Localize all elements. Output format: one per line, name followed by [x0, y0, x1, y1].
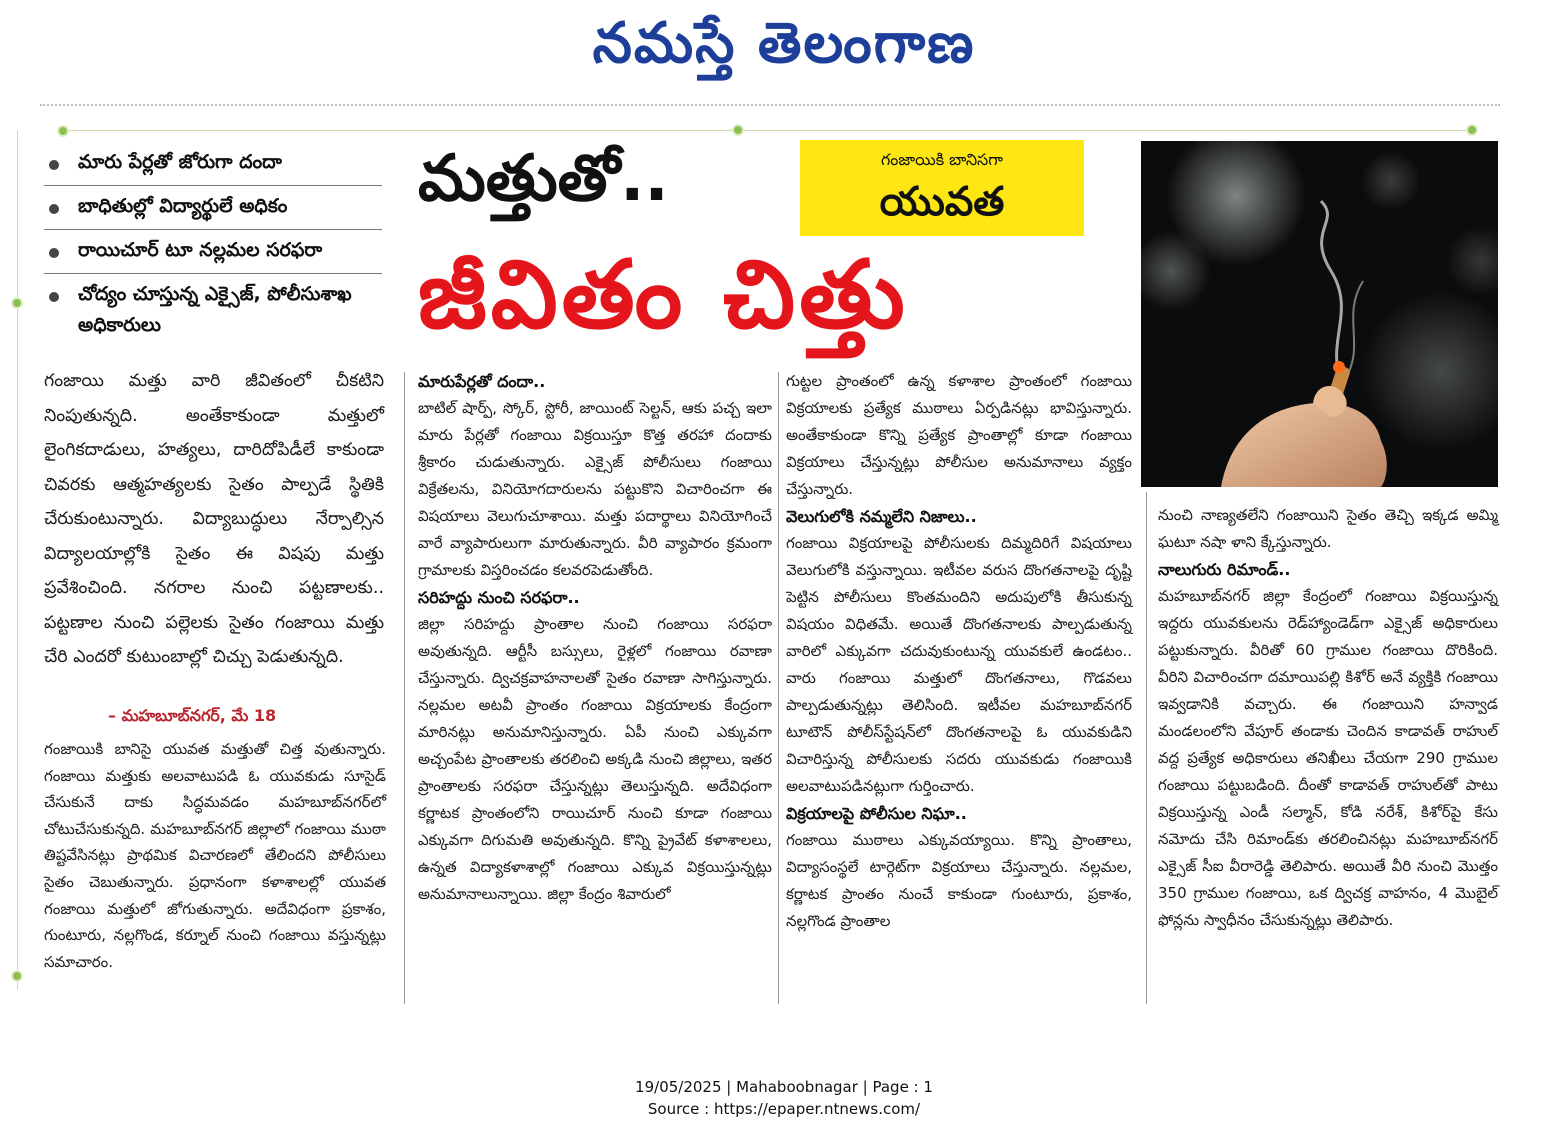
highlight-bullets [44, 142, 382, 348]
column-2 [418, 368, 772, 908]
subheading: సరిహద్దు నుంచి సరఫరా.. [418, 588, 580, 607]
main-headline: జీవితం చిత్తు [418, 241, 909, 350]
column-3 [786, 368, 1132, 935]
bullet-icon [49, 292, 59, 302]
column-rule [1146, 492, 1147, 1004]
edition-info: 19/05/2025 | Mahaboobnagar | Page : 1 [635, 1078, 933, 1096]
tag-box [800, 140, 1084, 236]
margin-dot-icon [11, 970, 23, 982]
bullet-icon [49, 160, 59, 170]
bullet-icon [49, 248, 59, 258]
column-1-body: గంజాయికి బానిసై యువత మత్తుతో చిత్త వుతున్నారు. గంజాయి మత్తుకు అలవాటుపడి ఓ యువకుడు సూసైడ్ చేసుకునే దాకు సిద్ధమవడం మహబూబ్‌నగర్‌లో చోటుచేసుకున్నది. మహబూబ్‌నగర్ జిల్లాలో గంజాయి ముఠా తిష్టవేసినట్లు ప్రాథమిక విచారణలో తేలిందని పోలీసులు సైతం చెబుతున్నారు. ప్రధానంగా కళాశాలల్లో యువత గంజాయి మత్తులో జోగుతున్నారు. అదేవిధంగా ప్రకాశం, గుంటూరు, నల్లగొండ, కర్నూల్ నుంచి గంజాయి వస్తున్నట్లు సమాచారం. [44, 740, 386, 971]
corner-dot-icon [57, 125, 69, 137]
article-photo [1141, 141, 1498, 487]
page-footer [0, 1076, 1568, 1120]
paragraph: బాటిల్ షార్ప్, స్కోర్, స్టోరీ, జాయింట్ సెల్టన్, ఆకు పచ్చ ఇలా మారు పేర్లతో గంజాయి విక్రయిస్తూ కొత్త తరహా దందాకు శ్రీకారం చుడుతున్నారు. ఎక్సైజ్ పోలీసులు గంజాయి విక్రేతలను, వినియోగదారులను పట్టుకొని విచారించగా ఈ విషయాలు వెలుగుచూశాయి. మత్తు పదార్థాలు వినియోగించే వారే వ్యాపారులుగా మారుతున్నారు. వీరి వ్యాపారం క్రమంగా గ్రామాలకు విస్తరించడం కలవరపెడుతోంది. [418, 399, 772, 579]
paragraph: గుట్టల ప్రాంతంలో ఉన్న కళాశాల ప్రాంతంలో గంజాయి విక్రయాలకు ప్రత్యేక ముఠాలు ఏర్పడినట్లు భావిస్తున్నారు. అంతేకాకుండా కొన్ని ప్రత్యేక ప్రాంతాల్లో కూడా గంజాయి విక్రయాలు చేస్తున్నట్లు పోలీసుల అనుమానాలు వ్యక్తం చేస్తున్నారు. [786, 372, 1132, 498]
tag-big-text: యువత [879, 179, 1005, 225]
bullet-item: బాధితుల్లో విద్యార్థులే అధికం [44, 186, 382, 230]
bullet-icon [49, 204, 59, 214]
column-4 [1158, 502, 1498, 934]
left-green-rule [17, 130, 18, 990]
subheading: నాలుగురు రిమాండ్.. [1158, 560, 1291, 579]
column-rule [778, 372, 779, 1004]
paragraph: గంజాయి విక్రయాలపై పోలీసులకు దిమ్మదిరిగే విషయాలు వెలుగులోకి వస్తున్నాయి. ఇటీవల వరుస దొంగతనాలపై దృష్టి పెట్టిన పోలీసులు కొంతమందిని అదుపులోకి తీసుకున్న విషయం విధితమే. అయితే దొంగతనాలకు పాల్పడుతున్న వారిలో ఎక్కువగా చదువుకుంటున్న యువకులే ఉండటం.. వారు గంజాయి మత్తులో దొంగతనాలు, గొడవలు పాల్పడుతున్నట్లు తెలిసింది. ఇటీవల మహబూబ్‌నగర్ టూటౌన్ పోలీస్‌స్టేషన్‌లో దొంగతనాలపై ఓ యువకుడిని విచారిస్తున్న పోలీసులకు సదరు యువకుడు గంజాయికి అలవాటుపడినట్లుగా గుర్తించారు. [786, 534, 1132, 795]
margin-dot-icon [11, 297, 23, 309]
paragraph: గంజాయి ముఠాలు ఎక్కువయ్యాయి. కొన్ని ప్రాంతాలు, విద్యాసంస్థలే టార్గెట్‌గా విక్రయాలు చేస్తున్నారు. నల్లమల, కర్ణాటక ప్రాంతం నుంచే కాకుండా గుంటూరు, ప్రకాశం, నల్లగొండ ప్రాంతాల [786, 831, 1132, 930]
bullet-item: మారు పేర్లతో జోరుగా దందా [44, 142, 382, 186]
subheading: విక్రయాలపై పోలీసుల నిఘా.. [786, 804, 967, 823]
paragraph: జిల్లా సరిహద్దు ప్రాంతాల నుంచి గంజాయి సరఫరా అవుతున్నది. ఆర్టీసీ బస్సులు, రైళ్లలో గంజాయి రవాణా చేస్తున్నారు. ద్విచక్రవాహనాలతో సైతం రవాణా సాగిస్తున్నారు. నల్లమల అటవీ ప్రాంతం గంజాయి విక్రయాలకు కేంద్రంగా మారినట్లు అనుమానిస్తున్నారు. ఏపీ నుంచి ఎక్కువగా అచ్చంపేట ప్రాంతాలకు తరలించి అక్కడి నుంచి జిల్లాలు, ఇతర ప్రాంతాలకు సరఫరా చేస్తున్నట్లు తెలుస్తున్నది. అదేవిధంగా కర్ణాటక ప్రాంతంలోని రాయిచూర్ నుంచి కూడా గంజాయి ఎక్కువగా దిగుమతి అవుతున్నది. కొన్ని ప్రైవేట్ కళాశాలలు, ఉన్నత విద్యాకళాశాల్లో గంజాయి ఎక్కువ విక్రయిస్తున్నట్లు అనుమానాలున్నాయి. జిల్లా కేంద్రం శివారులో [418, 615, 772, 903]
bullet-item: చోద్యం చూస్తున్న ఎక్సైజ్, పోలీసుశాఖ అధికారులు [44, 274, 382, 348]
corner-dot-icon [1466, 124, 1478, 136]
intro-paragraph: గంజాయి మత్తు వారి జీవితంలో చీకటిని నింపుతున్నది. అంతేకాకుండా మత్తులో లైంగికదాడులు, హత్యలు, దారిదోపిడీలే కాకుండా చివరకు ఆత్మహత్యలకు సైతం పాల్పడే స్థితికి చేరుకుంటున్నారు. విద్యాబుద్ధులు నేర్పాల్సిన విద్యాలయాల్లోకి సైతం ఈ విషపు మత్తు ప్రవేశించింది. నగరాల నుంచి పట్టణాలకు.. పట్టణాల నుంచి పల్లెలకు సైతం గంజాయి మత్తు చేరి ఎందరో కుటుంబాల్లో చిచ్చు పెడుతున్నది. [44, 371, 384, 667]
newspaper-masthead: నమస్తే తెలంగాణ [592, 10, 976, 76]
top-green-rule [62, 130, 1474, 131]
source-link[interactable]: Source : https://epaper.ntnews.com/ [647, 1100, 921, 1118]
subheading: మారుపేర్లతో దందా.. [418, 372, 546, 391]
paragraph: మహబూబ్‌నగర్ జిల్లా కేంద్రంలో గంజాయి విక్రయిస్తున్న ఇద్దరు యువకులను రెడ్‌హ్యాండెడ్‌గా ఎక్సైజ్ అధికారులు పట్టుకున్నారు. వీరితో 60 గ్రాముల గంజాయి దొరికింది. వీరిని విచారించగా దమాయిపల్లి కిశోర్ అనే వ్యక్తికి గంజాయి ఇవ్వడానికి వచ్చారు. ఈ గంజాయిని హన్వాడ మండలంలోని వేపూర్ తండాకు చెందిన కాడావత్ రాహుల్ వద్ద ప్రత్యేక అధికారులు తనిఖీలు చేయగా 290 గ్రాముల గంజాయి పట్టుబడింది. దీంతో కాడావత్ రాహుల్‌తో పాటు విక్రయిస్తున్న ఎండీ సల్మాన్, కోడి నరేశ్, కిశోర్‌పై కేసు నమోదు చేసి రిమాండ్‌కు తరలించినట్లు మహబూబ్‌నగర్ ఎక్సైజ్ సీఐ వీరారెడ్డి తెలిపారు. అయితే వీరి నుంచి మొత్తం 350 గ్రాముల గంజాయి, ఒక ద్విచక్ర వాహనం, 4 మొబైల్ ఫోన్లను స్వాధీనం చేసుకున్నట్లు తెలిపారు. [1158, 587, 1498, 929]
bullet-item: రాయిచూర్ టూ నల్లమల సరఫరా [44, 230, 382, 274]
dateline: – మహబూబ్‌నగర్, మే 18 [108, 706, 277, 725]
cropped-text-line [40, 96, 1500, 106]
corner-dot-icon [732, 124, 744, 136]
paragraph: నుంచి నాణ్యతలేని గంజాయిని సైతం తెచ్చి ఇక్కడ అమ్మి ఘటూ నషా ళాని క్కేస్తున్నారు. [1158, 506, 1498, 551]
smoking-hand-image [1141, 141, 1498, 487]
headline-kicker: మత్తుతో.. [418, 142, 669, 216]
subheading: వెలుగులోకి నమ్మలేని నిజాలు.. [786, 507, 977, 526]
column-rule [404, 372, 405, 1004]
tag-small-text: గంజాయికి బానిసగా [880, 150, 1004, 169]
